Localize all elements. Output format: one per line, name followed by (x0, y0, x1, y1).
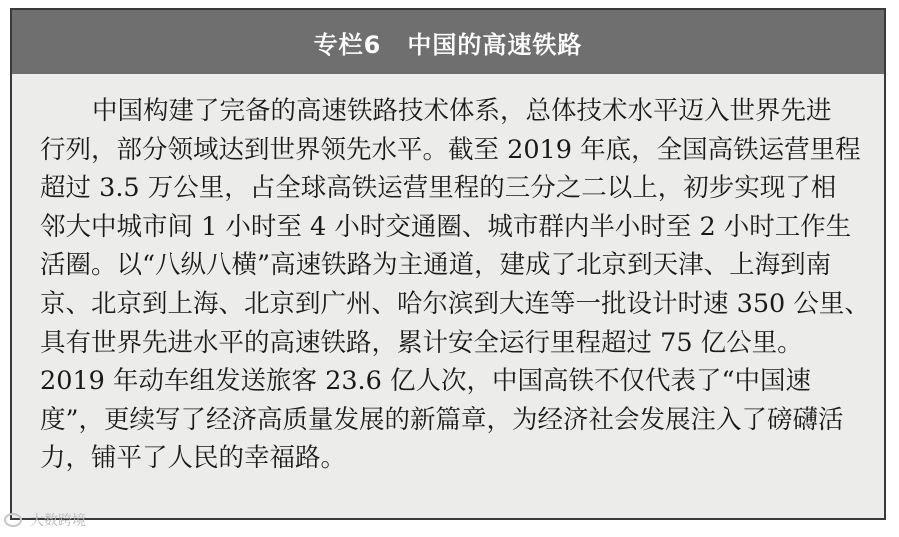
body-line: 活圈。以“八纵八横”高速铁路为主通道，建成了北京到天津、上海到南 (40, 250, 832, 281)
body-line: 超过 3.5 万公里，占全球高铁运营里程的三分之二以上，初步实现了相 (40, 173, 837, 204)
column-body (40, 92, 870, 478)
watermark-logo-icon (4, 513, 22, 527)
body-line: 2019 年动车组发送旅客 23.6 亿人次，中国高铁不仅代表了“中国速 (40, 366, 812, 397)
body-line: 邻大中城市间 1 小时至 4 小时交通圈、城市群内半小时至 2 小时工作生 (40, 211, 852, 242)
column-box (10, 8, 886, 520)
body-line: 具有世界先进水平的高速铁路，累计安全运行里程超过 75 亿公里。 (40, 327, 803, 358)
watermark-text: 大数跨境 (30, 513, 86, 529)
column-title-bar (12, 10, 884, 74)
column-title: 中国的高速铁路 (407, 30, 583, 59)
body-line: 力，铺平了人民的幸福路。 (40, 443, 347, 474)
column-label: 专栏6 (313, 30, 382, 59)
body-line: 度”，更续写了经济高质量发展的新篇章，为经济社会发展注入了磅礴活 (40, 404, 844, 435)
body-line: 行列，部分领域达到世界领先水平。截至 2019 年底，全国高铁运营里程 (40, 134, 861, 165)
body-line: 中国构建了完备的高速铁路技术体系，总体技术水平迈入世界先进 (92, 96, 832, 126)
watermark (4, 510, 86, 530)
body-line: 京、北京到上海、北京到广州、哈尔滨到大连等一批设计时速 350 公里、 (40, 288, 870, 319)
